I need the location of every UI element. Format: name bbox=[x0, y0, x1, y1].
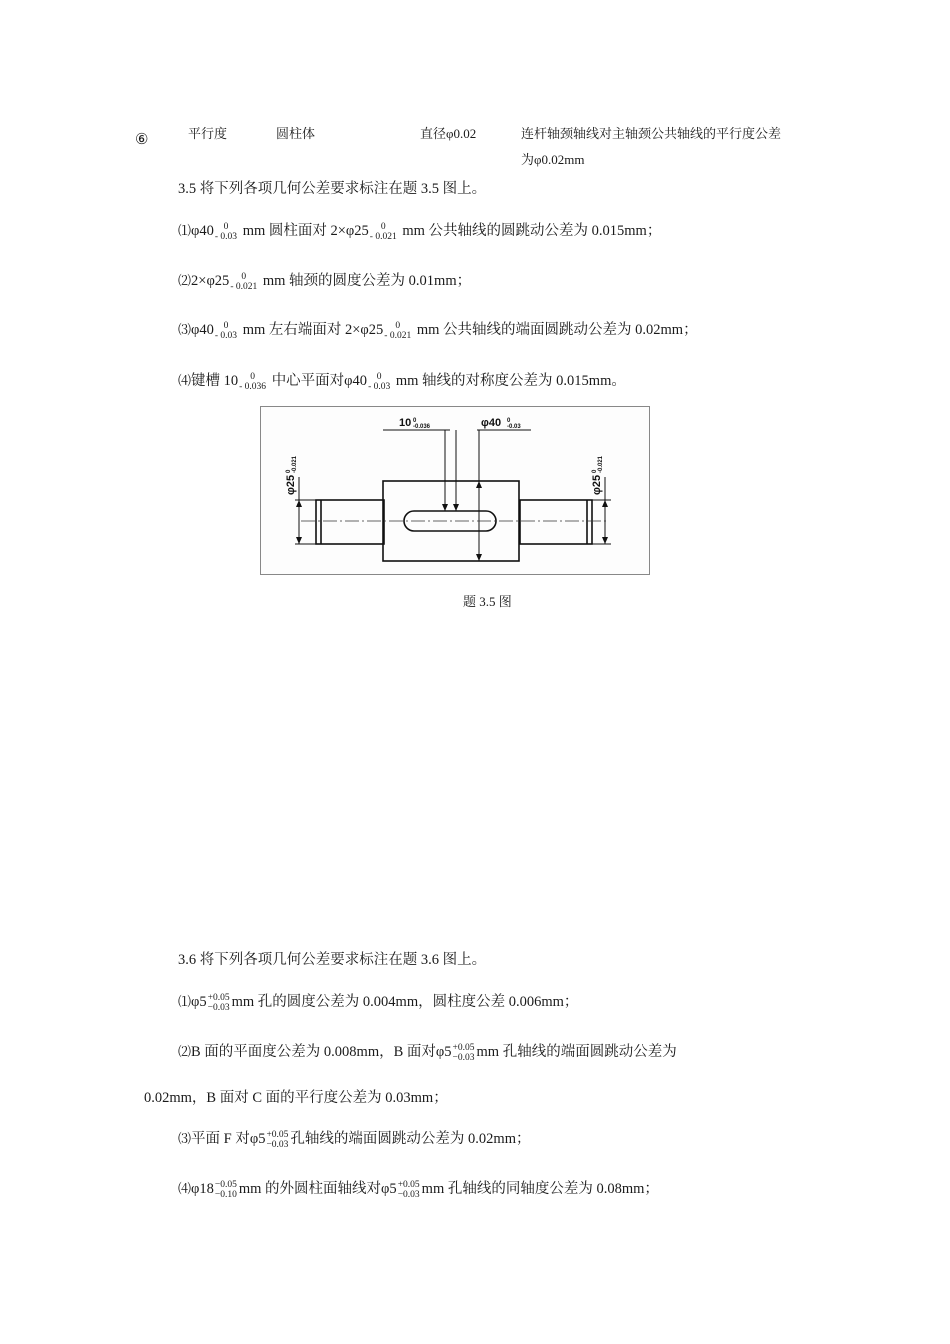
s35-item-3 bbox=[178, 318, 698, 341]
item-text: mm 圆柱面对 2×φ25 bbox=[239, 223, 369, 239]
slot-dim-label: 10 bbox=[399, 417, 412, 429]
item-index: ⑶ bbox=[178, 322, 192, 337]
figure-caption: 题 3.5 图 bbox=[463, 594, 512, 609]
item-index: ⑴ bbox=[178, 223, 192, 238]
item-text: 2×φ25 bbox=[191, 273, 230, 289]
item-text: mm 孔轴线的端面圆跳动公差为 bbox=[476, 1044, 677, 1060]
right-dia25-tol: -0.021 bbox=[598, 455, 604, 473]
row-feature: 圆柱体 bbox=[276, 126, 316, 141]
shaft-figure bbox=[260, 406, 650, 575]
section-3-5-heading: 3.5 将下列各项几何公差要求标注在题 3.5 图上。 bbox=[178, 181, 487, 197]
tolerance: 0 - 0.03 bbox=[368, 371, 391, 392]
dia40-dim-up: 0 bbox=[507, 418, 511, 424]
dia40-dim-tol: -0.03 bbox=[507, 424, 521, 430]
item-text: mm 孔的圆度公差为 0.004mm，圆柱度公差 0.006mm； bbox=[231, 994, 579, 1010]
item-text: φ40 bbox=[191, 223, 214, 239]
item-text: 中心平面对φ40 bbox=[268, 373, 368, 389]
s36-item-1 bbox=[178, 990, 578, 1013]
item-text: mm 的外圆柱面轴线对φ5 bbox=[238, 1181, 397, 1197]
left-dia25-up: 0 bbox=[286, 469, 292, 473]
tolerance: 0 - 0.021 bbox=[369, 221, 397, 242]
dia40-dim-label: φ40 bbox=[481, 417, 502, 429]
item-index: ⑶ bbox=[178, 1131, 192, 1146]
shaft-drawing bbox=[261, 407, 649, 574]
slot-dim-tol: -0.036 bbox=[413, 424, 431, 430]
s36-item-2-line2: 0.02mm，B 面对 C 面的平行度公差为 0.03mm； bbox=[144, 1090, 448, 1106]
right-dia25-label: φ25 bbox=[591, 474, 603, 495]
row-desc-line1: 连杆轴颈轴线对主轴颈公共轴线的平行度公差 bbox=[521, 126, 782, 141]
s35-item-2 bbox=[178, 269, 471, 292]
slot-dim-up: 0 bbox=[413, 418, 417, 424]
item-text: mm 公共轴线的圆跳动公差为 0.015mm； bbox=[398, 223, 662, 239]
tolerance: 0 - 0.03 bbox=[214, 221, 238, 242]
tolerance: +0.05 −0.03 bbox=[452, 1042, 475, 1063]
item-index: ⑷ bbox=[178, 373, 192, 388]
section-3-6-heading: 3.6 将下列各项几何公差要求标注在题 3.6 图上。 bbox=[178, 952, 487, 968]
row-item: 平行度 bbox=[188, 126, 228, 141]
tolerance: −0.05 −0.10 bbox=[214, 1179, 237, 1200]
s36-item-3 bbox=[178, 1127, 531, 1150]
item-text: φ5 bbox=[191, 994, 207, 1010]
item-text: mm 左右端面对 2×φ25 bbox=[239, 322, 384, 338]
right-journal bbox=[520, 500, 592, 544]
s36-item-2 bbox=[178, 1040, 677, 1063]
s36-item-4 bbox=[178, 1177, 659, 1200]
s35-item-4 bbox=[178, 369, 626, 392]
left-dia25-tol: -0.021 bbox=[292, 455, 298, 473]
row-mark: ⑥ bbox=[135, 132, 149, 148]
item-index: ⑷ bbox=[178, 1181, 192, 1196]
tolerance: 0 - 0.036 bbox=[239, 371, 267, 392]
item-text: mm 轴线的对称度公差为 0.015mm。 bbox=[392, 373, 626, 389]
s35-item-1 bbox=[178, 219, 661, 242]
right-dia25-up: 0 bbox=[592, 469, 598, 473]
item-text: φ18 bbox=[191, 1181, 214, 1197]
tolerance: 0 - 0.021 bbox=[230, 271, 258, 292]
item-text: B 面的平面度公差为 0.008mm，B 面对φ5 bbox=[191, 1044, 452, 1060]
tolerance: +0.05 −0.03 bbox=[207, 992, 230, 1013]
item-text: mm 轴颈的圆度公差为 0.01mm； bbox=[259, 273, 472, 289]
item-index: ⑴ bbox=[178, 994, 192, 1009]
row-tolerance: 直径φ0.02 bbox=[420, 126, 477, 141]
left-dia25-label: φ25 bbox=[285, 474, 297, 495]
tolerance: 0 - 0.03 bbox=[214, 320, 238, 341]
item-text: 孔轴线的端面圆跳动公差为 0.02mm； bbox=[290, 1131, 531, 1147]
item-text: mm 孔轴线的同轴度公差为 0.08mm； bbox=[421, 1181, 659, 1197]
item-index: ⑵ bbox=[178, 1044, 192, 1059]
tolerance: +0.05 −0.03 bbox=[397, 1179, 420, 1200]
tolerance: +0.05 −0.03 bbox=[266, 1129, 289, 1150]
item-text: 平面 F 对φ5 bbox=[191, 1131, 266, 1147]
tolerance: 0 - 0.021 bbox=[384, 320, 412, 341]
item-text: 键槽 10 bbox=[191, 373, 239, 389]
item-index: ⑵ bbox=[178, 273, 192, 288]
row-desc-line2: 为φ0.02mm bbox=[521, 152, 585, 167]
item-text: mm 公共轴线的端面圆跳动公差为 0.02mm； bbox=[413, 322, 698, 338]
item-text: φ40 bbox=[191, 322, 214, 338]
left-journal bbox=[316, 500, 384, 544]
